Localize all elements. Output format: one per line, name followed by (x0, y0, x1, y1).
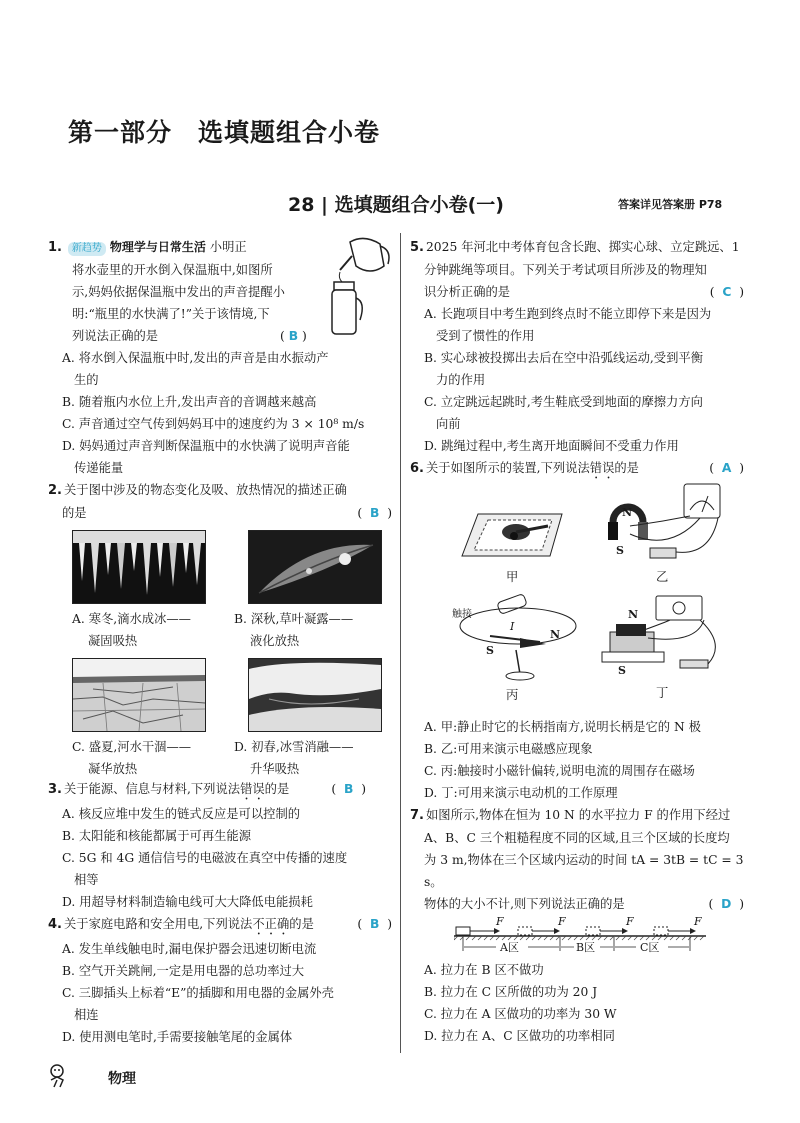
question-5: 5. 2025 年河北中考体育包含长跑、掷实心球、立定跳远、1 分钟跳绳等项目。下列关于考试项目所涉及的物理知 识分析正确的是 ( C ) A. 长跑项目中考生跑到终点时不能立即停下来是因为 受到了惯性的作用 B. 实心球被投掷出去后在空中沿弧线运动,受到平衡 力的作用 C. 立定跳远起跳时,考生鞋底受到地面的摩擦力方向 向前 D. 跳绳过程中,考生离开地面瞬间不受重力作用 (410, 236, 748, 457)
fig-label-yi: 乙 (656, 570, 669, 584)
q2-caption-c (72, 736, 191, 780)
left-column (48, 236, 396, 1048)
q3-option-c: C. 5G 和 4G 通信信号的电磁波在真空中传播的速度 (62, 851, 348, 865)
q6-option-b: B. 乙:可用来演示电磁感应现象 (424, 742, 593, 756)
q1-line: 小明正 (209, 240, 247, 254)
q5-answer: C (722, 285, 732, 299)
q2-line: 关于图中涉及的物态变化及吸、放热情况的描述正确 (63, 483, 347, 497)
icicles-photo (72, 530, 206, 604)
q6-text-end: 的是 (614, 461, 639, 475)
q4-option-d: D. 使用测电笔时,手需要接触笔尾的金属体 (62, 1030, 293, 1044)
question-4: 4. 关于家庭电路和安全用电,下列说法不正确的是 ( B ) A. 发生单线触电时,漏电保护器会迅速切断电流 B. 空气开关跳闸,一定是用电器的总功率过大 C. 三脚插头上标着“E”的插脚和用电器的金属外壳 相连 D. 使用测电笔时,手需要接触笔尾的金属体 (48, 913, 396, 1048)
fig-label-s: S (618, 664, 626, 677)
q6-options (410, 716, 748, 804)
q4-option-c-cont: 相连 (74, 1008, 99, 1022)
q7-line: 物体的大小不计,则下列说法正确的是 (424, 897, 625, 911)
q7-line: A、B、C 三个粗糙程度不同的区域,且三个区域的长度均 (424, 831, 730, 845)
q5-option-b: B. 实心球被投掷出去后在空中沿弧线运动,受到平衡 (424, 351, 703, 365)
q2-answer: B (370, 506, 380, 520)
column-divider (400, 233, 401, 1053)
caption-line: C. 盛夏,河水干涸—— (72, 740, 192, 754)
q5-option-c-cont: 向前 (436, 417, 461, 431)
q6-option-a: A. 甲:静止时它的长柄指南方,说明长柄是它的 N 极 (424, 720, 701, 734)
q6-answer: A (721, 461, 732, 475)
fig-label-s: S (616, 544, 624, 557)
kettle-thermos-illustration (330, 236, 396, 336)
q1-line: 示,妈妈依据保温瓶中发出的声音提醒小 (72, 285, 285, 299)
q6-option-c: C. 丙:触接时小磁针偏转,说明电流的周围存在磁场 (424, 764, 695, 778)
q4-option-b: B. 空气开关跳闸,一定是用电器的总功率过大 (62, 964, 305, 978)
compass-spoon-figure (458, 506, 568, 564)
q1-option-d: D. 妈妈通过声音判断保温瓶中的水快满了说明声音能 (62, 439, 350, 453)
force-label-4: F (694, 915, 702, 928)
q4-answer: B (370, 917, 380, 931)
q5-option-c: C. 立定跳远起跳时,考生鞋底受到地面的摩擦力方向 (424, 395, 703, 409)
fig-label-touch: 触接 (452, 609, 472, 620)
right-column (410, 236, 748, 1047)
q1-option-d-cont: 传递能量 (74, 461, 124, 475)
force-label-3: F (626, 915, 634, 928)
q1-option-a: A. 将水倒入保温瓶中时,发出的声音是由水振动产 (62, 351, 329, 365)
part-title (68, 113, 380, 149)
q7-option-c: C. 拉力在 A 区做功的功率为 30 W (424, 1007, 617, 1021)
question-number: 1. (48, 240, 62, 255)
caption-line: 凝华放热 (88, 762, 138, 776)
q5-line: 识分析正确的是 (424, 285, 511, 299)
q3-option-c-cont: 相等 (74, 873, 99, 887)
question-6: 6. 关于如图所示的装置,下列说法错误的是 ( A ) (410, 461, 744, 476)
q6-figures (410, 482, 748, 716)
q1-line: 将水壶里的开水倒入保温瓶中,如图所 (72, 263, 273, 277)
q7-line: 为 3 m,物体在三个区域内运动的时间 tA = 3tB = tC = 3 s。 (424, 853, 744, 889)
mascot-icon (44, 1062, 70, 1088)
q3-emphasis: 错误 (240, 782, 265, 796)
dew-leaf-photo (248, 530, 382, 604)
melting-ice-photo (248, 658, 382, 732)
q7-option-b: B. 拉力在 C 区所做的功为 20 J (424, 985, 598, 999)
q3-option-a: A. 核反应堆中发生的链式反应是可以控制的 (62, 807, 301, 821)
fig-label-current: I (510, 620, 515, 633)
caption-line: 液化放热 (250, 634, 300, 648)
question-3: 3. 关于能源、信息与材料,下列说法错误的是 ( B ) A. 核反应堆中发生的链式反应是可以控制的 B. 太阳能和核能都属于可再生能源 C. 5G 和 4G 通信信号的电磁波在真空中传播的速度 相等 D. 用超导材料制造输电线可大大降低电能损耗 (48, 778, 396, 913)
caption-line: 升华吸热 (250, 762, 300, 776)
region-b-label: B区 (576, 941, 596, 954)
caption-line: B. 深秋,草叶凝露—— (234, 612, 354, 626)
fig-label-s: S (486, 644, 494, 657)
caption-line: D. 初春,冰雪消融—— (234, 740, 354, 754)
q1-line: 列说法正确的是 (72, 329, 159, 343)
q5-option-d: D. 跳绳过程中,考生离开地面瞬间不受重力作用 (424, 439, 679, 453)
q3-option-d: D. 用超导材料制造输电线可大大降低电能损耗 (62, 895, 313, 909)
fig-label-bing: 丙 (506, 688, 519, 702)
question-number: 7. (410, 808, 424, 823)
q2-figures (48, 524, 396, 778)
q1-answer: B (288, 329, 299, 343)
electric-motor-figure (596, 594, 736, 680)
force-label-1: F (496, 915, 504, 928)
question-number: 5. (410, 240, 424, 255)
q4-option-a: A. 发生单线触电时,漏电保护器会迅速切断电流 (62, 942, 317, 956)
q5-line: 分钟跳绳等项目。下列关于考试项目所涉及的物理知 (424, 263, 707, 277)
part-title-b: 选填题组合小卷 (198, 118, 381, 147)
trend-tag: 新趋势 (68, 242, 106, 256)
q5-option-b-cont: 力的作用 (436, 373, 486, 387)
q4-text: 关于家庭电路和安全用电,下列说法 (63, 917, 253, 931)
q5-option-a: A. 长跑项目中考生跑到终点时不能立即停下来是因为 (424, 307, 712, 321)
question-number: 6. (410, 461, 424, 476)
caption-line: 凝固吸热 (88, 634, 138, 648)
topic-label: 物理学与日常生活 (109, 240, 206, 254)
question-2: 2. 关于图中涉及的物态变化及吸、放热情况的描述正确 的是 ( B ) (48, 483, 392, 520)
fig-label-ding: 丁 (656, 686, 669, 700)
q2-caption-a (72, 608, 191, 652)
region-a-label: A区 (500, 941, 519, 954)
q1-options (48, 347, 396, 479)
fig-label-n: N (622, 506, 633, 519)
fig-label-n: N (550, 628, 561, 641)
quiz-title: 28 | 选填题组合小卷(一) (288, 194, 504, 216)
q6-emphasis: 错误 (589, 461, 615, 475)
q7-figure (410, 915, 748, 959)
question-number: 4. (48, 917, 62, 932)
region-c-label: C区 (640, 941, 660, 954)
q2-caption-b (234, 608, 353, 652)
q5-line: 2025 年河北中考体育包含长跑、掷实心球、立定跳远、1 (425, 240, 740, 254)
dry-river-photo (72, 658, 206, 732)
q2-caption-d (234, 736, 354, 780)
q1-option-c: C. 声音通过空气传到妈妈耳中的速度约为 3 × 10⁸ m/s (62, 417, 365, 431)
q7-line: 如图所示,物体在恒为 10 N 的水平拉力 F 的作用下经过 (425, 808, 731, 822)
q3-text-end: 的是 (264, 782, 290, 796)
q2-line: 的是 (62, 506, 87, 520)
q7-options (410, 959, 748, 1047)
q1-option-a-cont: 生的 (74, 373, 99, 387)
q4-option-c: C. 三脚插头上标着“E”的插脚和用电器的金属外壳 (62, 986, 334, 1000)
part-title-a: 第一部分 (68, 118, 173, 147)
q5-option-a-cont: 受到了惯性的作用 (436, 329, 535, 343)
q4-text-end: 的是 (289, 917, 314, 931)
q1-line: 明:“瓶里的水快满了!”关于该情境,下 (72, 307, 270, 321)
q6-text: 关于如图所示的装置,下列说法 (425, 461, 590, 475)
answer-reference: 答案详见答案册 P78 (618, 198, 723, 211)
q3-answer: B (344, 782, 354, 796)
question-number: 3. (48, 782, 62, 797)
q3-option-b: B. 太阳能和核能都属于可再生能源 (62, 829, 252, 843)
q7-option-d: D. 拉力在 A、C 区做功的功率相同 (424, 1029, 615, 1043)
q3-text: 关于能源、信息与材料,下列说法 (63, 782, 241, 796)
force-label-2: F (558, 915, 566, 928)
q7-option-a: A. 拉力在 B 区不做功 (424, 963, 544, 977)
q4-emphasis: 不正确 (252, 917, 290, 931)
question-1: 1. 新趋势 物理学与日常生活 小明正 将水壶里的开水倒入保温瓶中,如图所 示,妈妈依据保温瓶中发出的声音提醒小 明:“瓶里的水快满了!”关于该情境,下 列说法正确的是 ( B ) (48, 236, 330, 347)
caption-line: A. 寒冬,滴水成冰—— (72, 612, 191, 626)
q1-option-b: B. 随着瓶内水位上升,发出声音的音调越来越高 (62, 395, 317, 409)
question-7: 7. 如图所示,物体在恒为 10 N 的水平拉力 F 的作用下经过 A、B、C 三个粗糙程度不同的区域,且三个区域的长度均 为 3 m,物体在三个区域内运动的时间 tA = 3tB = tC = 3 s。 物体的大小不计,则下列说法正确的是 ( D ) (410, 804, 748, 915)
q6-option-d: D. 丁:可用来演示电动机的工作原理 (424, 786, 618, 800)
fig-label-n: N (628, 608, 639, 621)
footer-subject: 物理 (108, 1071, 136, 1087)
q7-answer: D (721, 897, 732, 911)
fig-label-jia: 甲 (506, 570, 519, 584)
question-number: 2. (48, 483, 62, 498)
